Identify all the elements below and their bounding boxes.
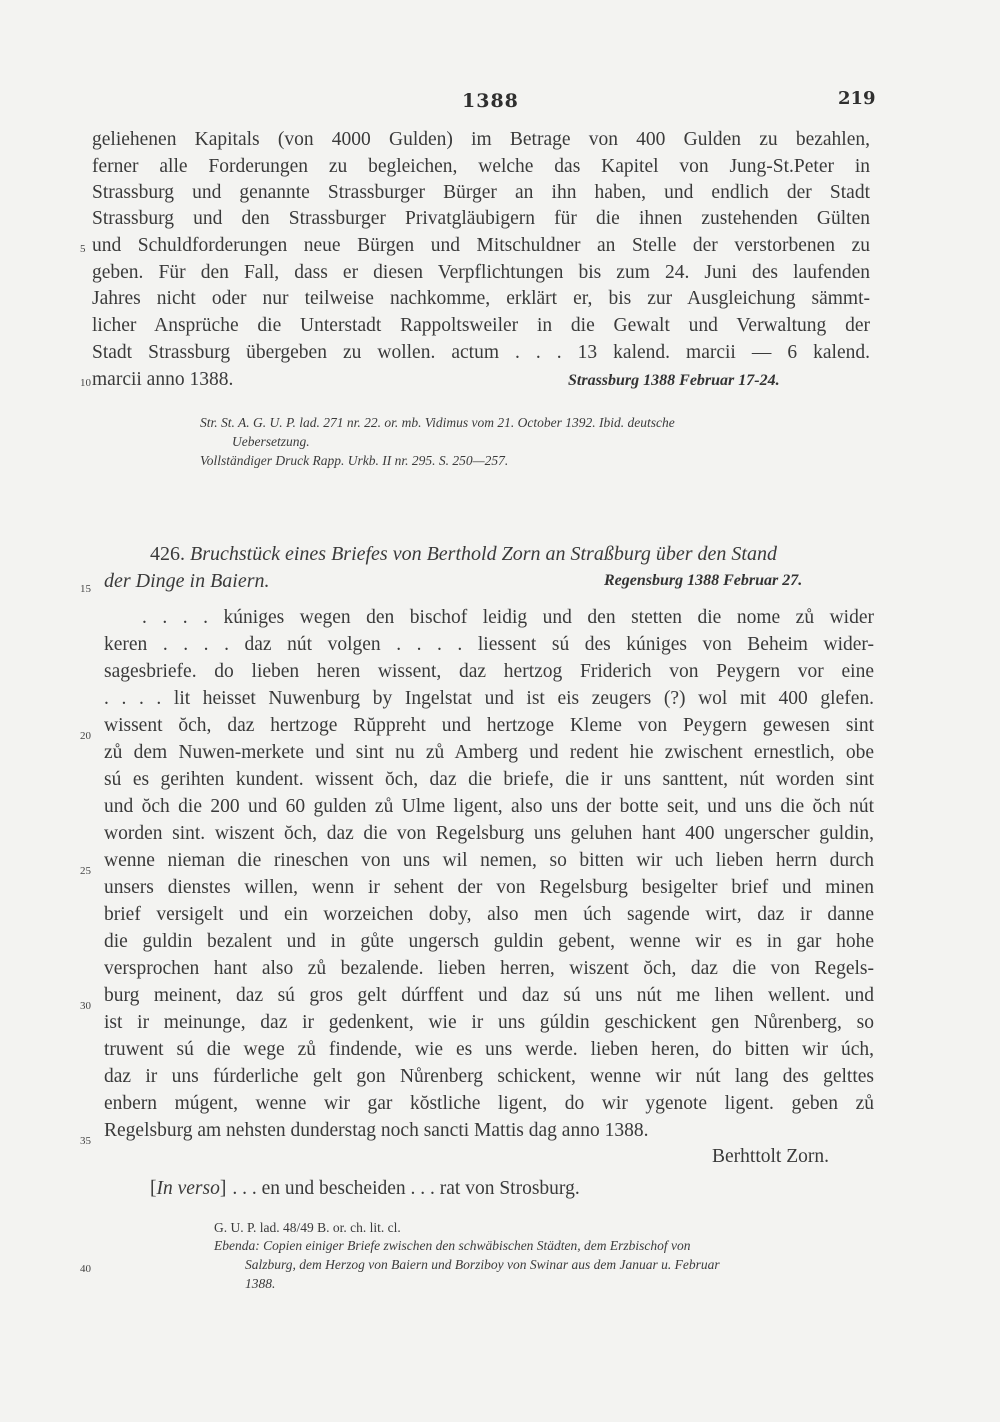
verso-label: In verso — [156, 1178, 220, 1199]
document-heading — [150, 543, 875, 566]
place-date: Regensburg 1388 Februar 27. — [604, 572, 803, 589]
text-line: sú es gerihten kundent. wissent ŏch, daz die briefe, die ir uns santtent, nút worden sint — [104, 769, 874, 790]
signature: Berhttolt Zorn. — [712, 1146, 829, 1167]
text-line: geben. Für den Fall, dass er diesen Verpflichtungen bis zum 24. Juni des laufenden — [92, 262, 870, 283]
source-note: 1388. — [245, 1276, 276, 1291]
text-line: Strassburg und den Strassburger Privatgläubigern für die ihnen zustehenden Gülten — [92, 208, 870, 229]
text-line: wenne nieman die rineschen von uns wil nemen, so bitten wir uch lieben herrn durch — [104, 850, 874, 871]
text-line: licher Ansprüche die Unterstadt Rappoltsweiler in die Gewalt und Verwaltung der — [92, 315, 870, 336]
line-number: 40 — [80, 1263, 91, 1275]
document-title: Bruchstück eines Briefes von Berthold Zorn an Straßburg über den Stand — [190, 543, 777, 565]
line-number: 15 — [80, 583, 91, 595]
text-line: marcii anno 1388. — [92, 369, 234, 390]
verso-line: [In verso] . . . en und bescheiden . . . rat von Strosburg. — [150, 1178, 580, 1199]
source-note: Vollständiger Druck Rapp. Urkb. II nr. 295. S. 250—257. — [200, 453, 509, 468]
text-line: . . . . kúniges wegen den bischof leidig und den stetten die nome zů wider — [142, 607, 874, 628]
text-line: Jahres nicht oder nur teilweise nachkomme, erklärt er, bis zur Ausgleichung sämmt- — [92, 288, 870, 309]
text-line: und ŏch die 200 und 60 gulden zů Ulme ligent, also uns der botte seit, und uns die ŏch nút — [104, 796, 874, 817]
text-line: unsers dienstes willen, wenn ir sehent der von Regelsburg besigelter brief und minen — [104, 877, 874, 898]
text-line: zů dem Nuwen-merkete und sint nu zů Amberg und redent hie zwischent ernestlich, obe — [104, 742, 874, 763]
text-line: geliehenen Kapitals (von 4000 Gulden) im Betrage von 400 Gulden zu bezahlen, — [92, 129, 870, 150]
line-number: 5 — [80, 243, 86, 255]
text-line: . . . . lit heisset Nuwenburg by Ingelstat und ist eis zeugers (?) wol mit 400 glefen. — [104, 688, 874, 709]
running-head-year: 1388 — [462, 90, 519, 112]
document-number: 426. — [150, 543, 185, 565]
verso-text: . . . en und bescheiden . . . rat von Strosburg. — [232, 1178, 580, 1199]
text-line: und Schuldforderungen neue Bürgen und Mitschuldner an Stelle der verstorbenen zu — [92, 235, 870, 256]
line-number: 10 — [80, 377, 91, 389]
text-line: enbern múgent, wenne wir gar kŏstliche ligent, do wir ygenote ligent. geben zů — [104, 1093, 874, 1114]
text-line: truwent sú die wege zů findende, wie es uns werde. lieben heren, do bitten wir úch, — [104, 1039, 874, 1060]
text-line: versprochen hant also zů bezalende. lieben herren, wiszent ŏch, daz die von Regels- — [104, 958, 874, 979]
line-number: 20 — [80, 730, 91, 742]
text-line: sagesbriefe. do lieben heren wissent, daz hertzog Friderich von Peygern vor eine — [104, 661, 874, 682]
text-line: ferner alle Forderungen zu begleichen, welche das Kapitel von Jung-St.Peter in — [92, 156, 870, 177]
text-line: Stadt Strassburg übergeben zu wollen. actum . . . 13 kalend. marcii — 6 kalend. — [92, 342, 870, 363]
source-note: Salzburg, dem Herzog von Baiern und Borziboy von Swinar aus dem Januar u. Februar — [245, 1257, 720, 1272]
text-line: burg meinent, daz sú gros gelt dúrffent und daz sú uns nút me lihen wellent. und — [104, 985, 874, 1006]
source-note: Ebenda: Copien einiger Briefe zwischen den schwäbischen Städten, dem Erzbischof von — [214, 1238, 691, 1253]
text-line: wissent ŏch, daz hertzoge Rŭppreht und hertzoge Kleme von Peygern gewesen sint — [104, 715, 874, 736]
text-line: Strassburg und genannte Strassburger Bürger an ihn haben, und endlich der Stadt — [92, 182, 870, 203]
place-date: Strassburg 1388 Februar 17-24. — [568, 372, 780, 389]
source-note: Str. St. A. G. U. P. lad. 271 nr. 22. or. mb. Vidimus vom 21. October 1392. Ibid. deutsche — [200, 415, 675, 430]
text-line: Regelsburg am nehsten dunderstag noch sancti Mattis dag anno 1388. — [104, 1120, 649, 1141]
text-line: die guldin bezalent und in gůte ungersch guldin gebent, wenne wir es in gar hohe — [104, 931, 874, 952]
source-note: Uebersetzung. — [232, 434, 310, 449]
document-title-cont: der Dinge in Baiern. — [104, 570, 270, 592]
line-number: 25 — [80, 865, 91, 877]
line-number: 35 — [80, 1135, 91, 1147]
source-note: G. U. P. lad. 48/49 B. or. ch. lit. cl. — [214, 1220, 401, 1235]
text-line: brief versigelt und ein worzeichen doby, also men úch sagende wirt, daz ir danne — [104, 904, 874, 925]
text-line: daz ir uns fúrderliche gelt gon Nůrenberg schickent, wenne wir nút lang des gelttes — [104, 1066, 874, 1087]
line-number: 30 — [80, 1000, 91, 1012]
page-number: 219 — [838, 88, 876, 109]
text-line: ist ir meinunge, daz ir gedenkent, wie ir uns gúldin geschickent gen Nůrenberg, so — [104, 1012, 874, 1033]
text-line: keren . . . . daz nút volgen . . . . liessent sú des kúniges von Beheim wider- — [104, 634, 874, 655]
text-line: worden sint. wiszent ŏch, daz die von Regelsburg uns geluhen hant 400 ungerscher guldin, — [104, 823, 874, 844]
